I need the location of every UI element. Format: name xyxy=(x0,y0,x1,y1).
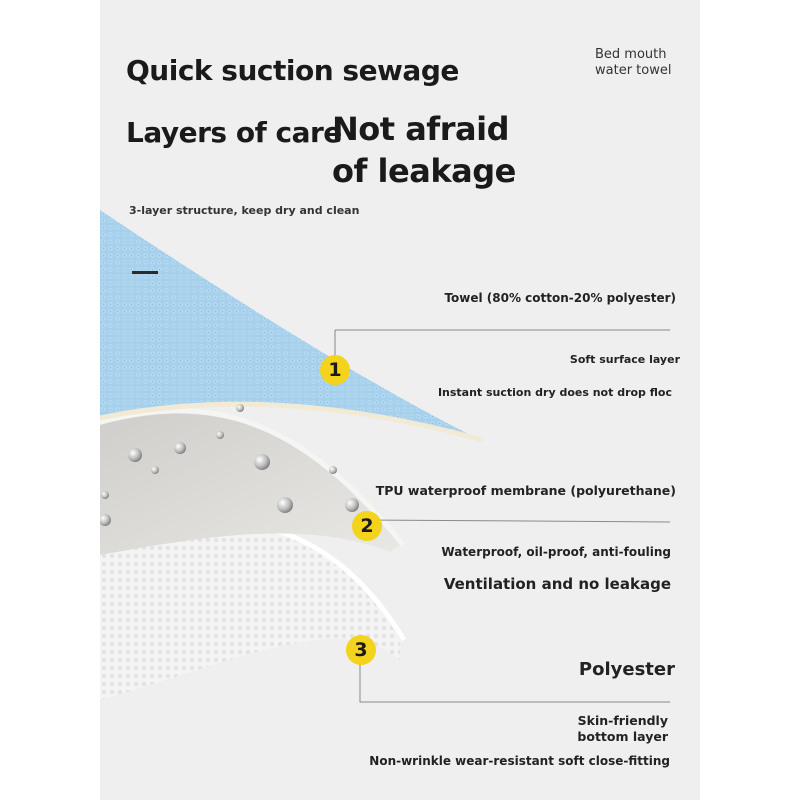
layer-1-desc2: Instant suction dry does not drop floc xyxy=(437,386,672,399)
layer-2-desc2: Ventilation and no leakage xyxy=(443,575,671,593)
headline-not-afraid-line1: Not afraid xyxy=(332,110,509,148)
headline-not-afraid xyxy=(332,108,516,192)
headline-layers-of-care: Layers of care xyxy=(126,116,342,149)
structure-subtitle: 3-layer structure, keep dry and clean xyxy=(129,204,360,217)
layer-3-desc1-line2: bottom layer xyxy=(577,729,668,744)
layer-1-badge: 1 xyxy=(320,355,350,385)
brand-name xyxy=(595,47,700,79)
layer-3-title: Polyester xyxy=(578,659,675,680)
layer-2-desc1: Waterproof, oil-proof, anti-fouling xyxy=(441,545,671,559)
brand-line1: Bed mouth xyxy=(595,47,667,62)
polyester-layer xyxy=(100,524,400,700)
layer-3-badge: 3 xyxy=(346,635,376,665)
headline-quick-suction: Quick suction sewage xyxy=(126,54,459,87)
brand-line2: water towel xyxy=(595,63,672,78)
layer-2-badge: 2 xyxy=(352,511,382,541)
layer-3-desc1-line1: Skin-friendly xyxy=(577,713,668,728)
layer-2-title: TPU waterproof membrane (polyurethane) xyxy=(375,483,676,498)
layer-3-desc1 xyxy=(577,713,668,745)
layer-1-title: Towel (80% cotton-20% polyester) xyxy=(444,291,676,305)
accent-dash xyxy=(132,271,158,274)
product-panel xyxy=(100,0,700,800)
headline-not-afraid-line2: of leakage xyxy=(332,152,516,190)
layer-3-desc2: Non-wrinkle wear-resistant soft close-fitting xyxy=(369,754,670,768)
layer-1-desc1: Soft surface layer xyxy=(569,353,680,366)
